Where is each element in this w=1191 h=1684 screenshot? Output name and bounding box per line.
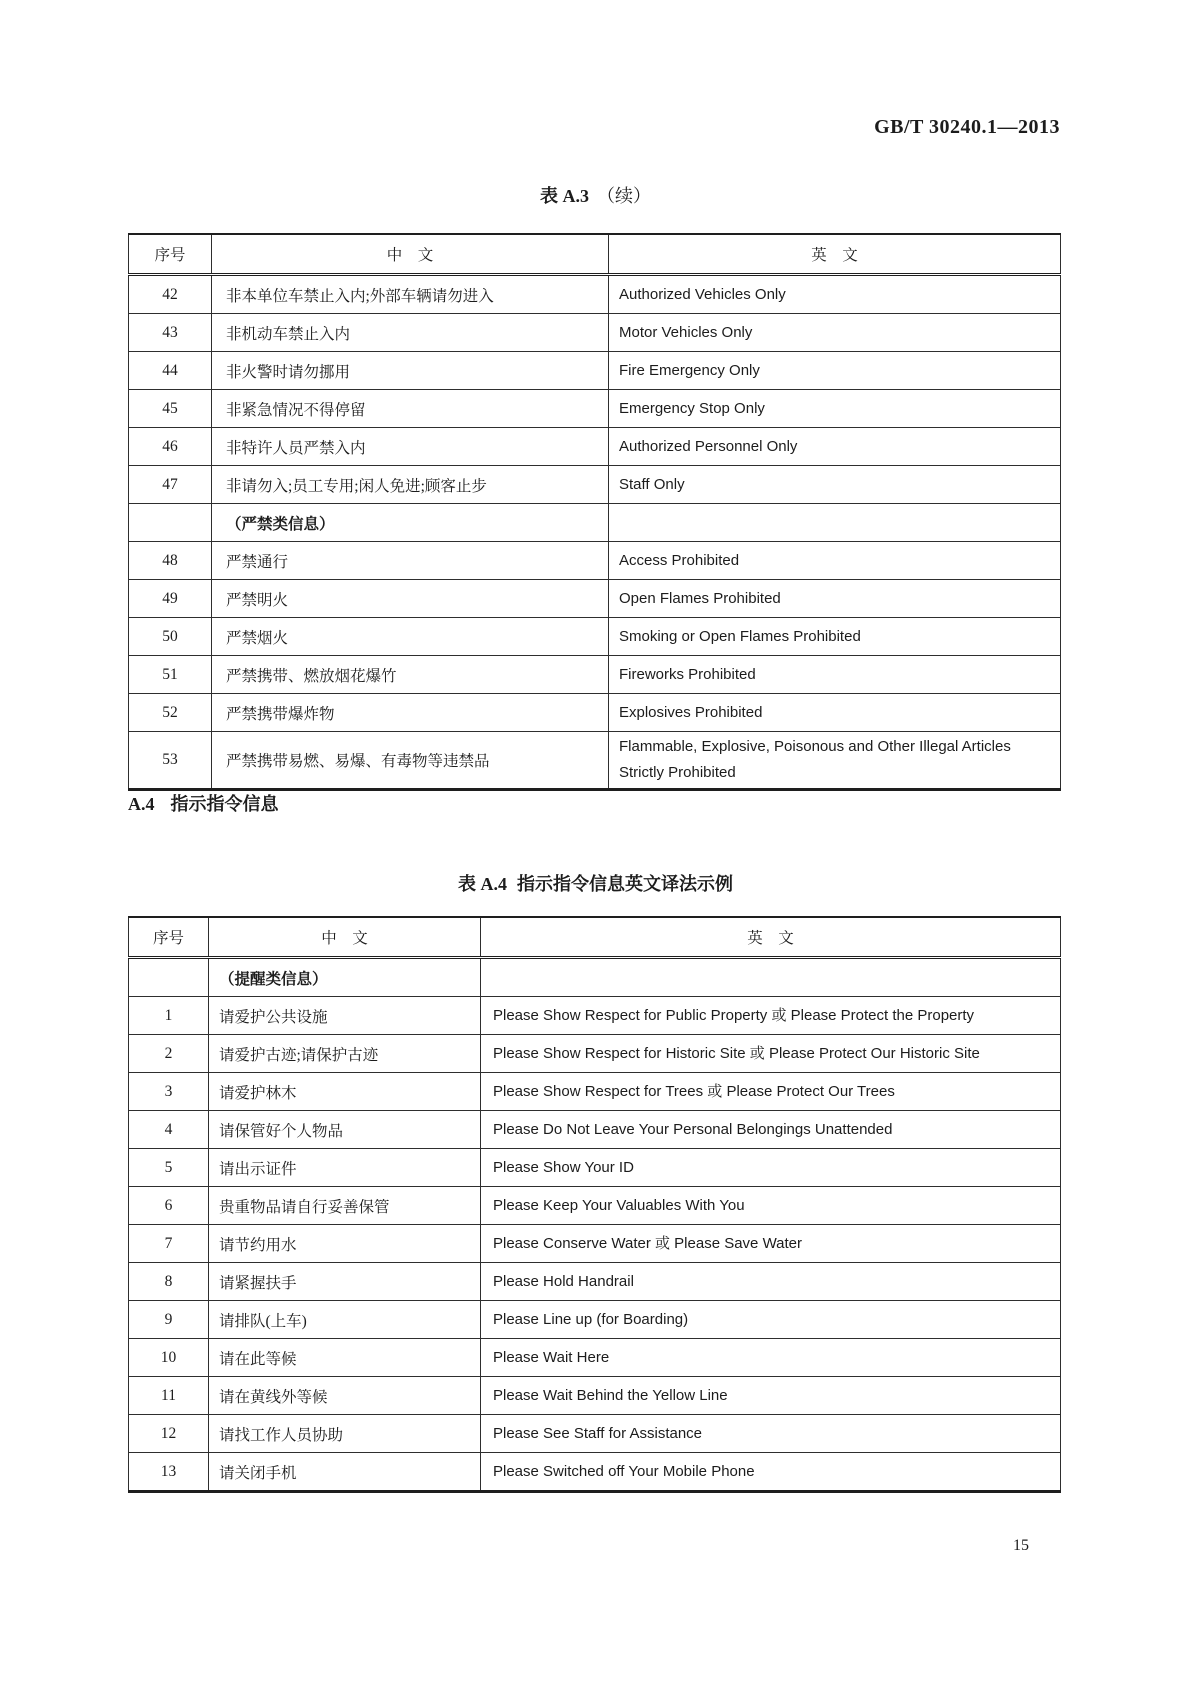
table-row [129,1149,1061,1187]
table-a4-title-main: 表 A.4 [458,874,507,894]
table-row [129,504,1061,542]
cell-english: Please Line up (for Boarding) [481,1301,1061,1339]
cell-serial-number: 2 [129,1035,209,1073]
cell-chinese: 非本单位车禁止入内;外部车辆请勿进入 [212,275,609,314]
cell-chinese: 请爱护古迹;请保护古迹 [209,1035,481,1073]
cell-english: Please See Staff for Assistance [481,1415,1061,1453]
cell-chinese: 非特许人员严禁入内 [212,428,609,466]
table-row [129,656,1061,694]
cell-chinese: 请紧握扶手 [209,1263,481,1301]
cell-english: Flammable, Explosive, Poisonous and Other Illegal Articles Strictly Prohibited [609,732,1061,790]
cell-english: Explosives Prohibited [609,694,1061,732]
column-header-english: 英 文 [609,234,1061,275]
table-row [129,1301,1061,1339]
cell-chinese: 严禁携带爆炸物 [212,694,609,732]
cell-serial-number: 8 [129,1263,209,1301]
table-a4-title-text: 指示指令信息英文译法示例 [517,874,733,894]
cell-english: Access Prohibited [609,542,1061,580]
column-header-chinese: 中 文 [209,917,481,958]
cell-chinese: 严禁携带、燃放烟花爆竹 [212,656,609,694]
cell-chinese: 请在黄线外等候 [209,1377,481,1415]
column-header-english: 英 文 [481,917,1061,958]
cell-chinese: 请在此等候 [209,1339,481,1377]
table-a3-title-main: 表 A.3 [540,186,589,206]
table-row [129,580,1061,618]
cell-english: Authorized Personnel Only [609,428,1061,466]
cell-serial-number: 7 [129,1225,209,1263]
table-row [129,997,1061,1035]
cell-chinese: 严禁通行 [212,542,609,580]
table-row [129,1339,1061,1377]
cell-chinese: 非请勿入;员工专用;闲人免进;顾客止步 [212,466,609,504]
cell-chinese: 非紧急情况不得停留 [212,390,609,428]
cell-serial-number [129,504,212,542]
cell-serial-number: 53 [129,732,212,790]
cell-chinese: 请节约用水 [209,1225,481,1263]
cell-english: Please Keep Your Valuables With You [481,1187,1061,1225]
cell-serial-number: 44 [129,352,212,390]
cell-english: Smoking or Open Flames Prohibited [609,618,1061,656]
table-row [129,1035,1061,1073]
table-a3-title-continued: （续） [597,186,651,206]
table-row [129,428,1061,466]
table-a3 [128,233,1061,791]
table-row [129,466,1061,504]
table-row [129,1263,1061,1301]
table-row [129,694,1061,732]
cell-serial-number: 52 [129,694,212,732]
table-header-row [129,234,1061,275]
cell-english [609,504,1061,542]
cell-english: Please Show Respect for Public Property 或 Please Protect the Property [481,997,1061,1035]
cell-english: Please Switched off Your Mobile Phone [481,1453,1061,1492]
cell-chinese: （严禁类信息） [212,504,609,542]
cell-chinese: 请爱护公共设施 [209,997,481,1035]
cell-serial-number [129,958,209,997]
document-number: GB/T 30240.1—2013 [874,116,1060,138]
table-row [129,542,1061,580]
cell-chinese: 非机动车禁止入内 [212,314,609,352]
cell-english: Open Flames Prohibited [609,580,1061,618]
table-a4-title [0,870,1191,896]
cell-chinese: 非火警时请勿挪用 [212,352,609,390]
table-row [129,1187,1061,1225]
cell-english: Please Show Your ID [481,1149,1061,1187]
table-a3-title [0,182,1191,208]
cell-english: Please Hold Handrail [481,1263,1061,1301]
cell-chinese: 请爱护林木 [209,1073,481,1111]
table-row [129,275,1061,314]
table-row [129,1377,1061,1415]
cell-chinese: 请找工作人员协助 [209,1415,481,1453]
cell-serial-number: 11 [129,1377,209,1415]
cell-serial-number: 46 [129,428,212,466]
table-row [129,1073,1061,1111]
cell-serial-number: 3 [129,1073,209,1111]
cell-serial-number: 1 [129,997,209,1035]
table-row [129,1111,1061,1149]
cell-serial-number: 49 [129,580,212,618]
table-row [129,352,1061,390]
cell-chinese: 严禁烟火 [212,618,609,656]
cell-serial-number: 43 [129,314,212,352]
section-number: A.4 [128,794,155,814]
cell-serial-number: 45 [129,390,212,428]
cell-english: Please Wait Behind the Yellow Line [481,1377,1061,1415]
table-row [129,618,1061,656]
cell-chinese: （提醒类信息） [209,958,481,997]
cell-english: Fire Emergency Only [609,352,1061,390]
table-header-row [129,917,1061,958]
cell-chinese: 严禁携带易燃、易爆、有毒物等违禁品 [212,732,609,790]
column-header-no: 序号 [129,917,209,958]
cell-english: Motor Vehicles Only [609,314,1061,352]
column-header-chinese: 中 文 [212,234,609,275]
table-row [129,1453,1061,1492]
table-row [129,958,1061,997]
table-a4 [128,916,1061,1493]
cell-english: Please Show Respect for Historic Site 或 Please Protect Our Historic Site [481,1035,1061,1073]
cell-serial-number: 5 [129,1149,209,1187]
page-number: 15 [1013,1537,1029,1554]
cell-english: Authorized Vehicles Only [609,275,1061,314]
cell-chinese: 请保管好个人物品 [209,1111,481,1149]
table-row [129,1225,1061,1263]
cell-serial-number: 51 [129,656,212,694]
cell-serial-number: 12 [129,1415,209,1453]
cell-serial-number: 6 [129,1187,209,1225]
column-header-no: 序号 [129,234,212,275]
cell-serial-number: 47 [129,466,212,504]
cell-english [481,958,1061,997]
cell-chinese: 请关闭手机 [209,1453,481,1492]
cell-chinese: 贵重物品请自行妥善保管 [209,1187,481,1225]
cell-chinese: 严禁明火 [212,580,609,618]
section-a4-heading [128,790,279,816]
cell-serial-number: 48 [129,542,212,580]
cell-english: Emergency Stop Only [609,390,1061,428]
cell-chinese: 请排队(上车) [209,1301,481,1339]
cell-english: Please Show Respect for Trees 或 Please Protect Our Trees [481,1073,1061,1111]
cell-english: Please Do Not Leave Your Personal Belongings Unattended [481,1111,1061,1149]
table-row [129,1415,1061,1453]
cell-serial-number: 13 [129,1453,209,1492]
table-row [129,390,1061,428]
cell-serial-number: 10 [129,1339,209,1377]
cell-english: Please Conserve Water 或 Please Save Water [481,1225,1061,1263]
cell-english: Staff Only [609,466,1061,504]
table-row [129,314,1061,352]
cell-serial-number: 50 [129,618,212,656]
section-title: 指示指令信息 [170,794,279,814]
cell-serial-number: 4 [129,1111,209,1149]
cell-serial-number: 9 [129,1301,209,1339]
cell-english: Fireworks Prohibited [609,656,1061,694]
cell-serial-number: 42 [129,275,212,314]
cell-chinese: 请出示证件 [209,1149,481,1187]
cell-english: Please Wait Here [481,1339,1061,1377]
table-row [129,732,1061,790]
